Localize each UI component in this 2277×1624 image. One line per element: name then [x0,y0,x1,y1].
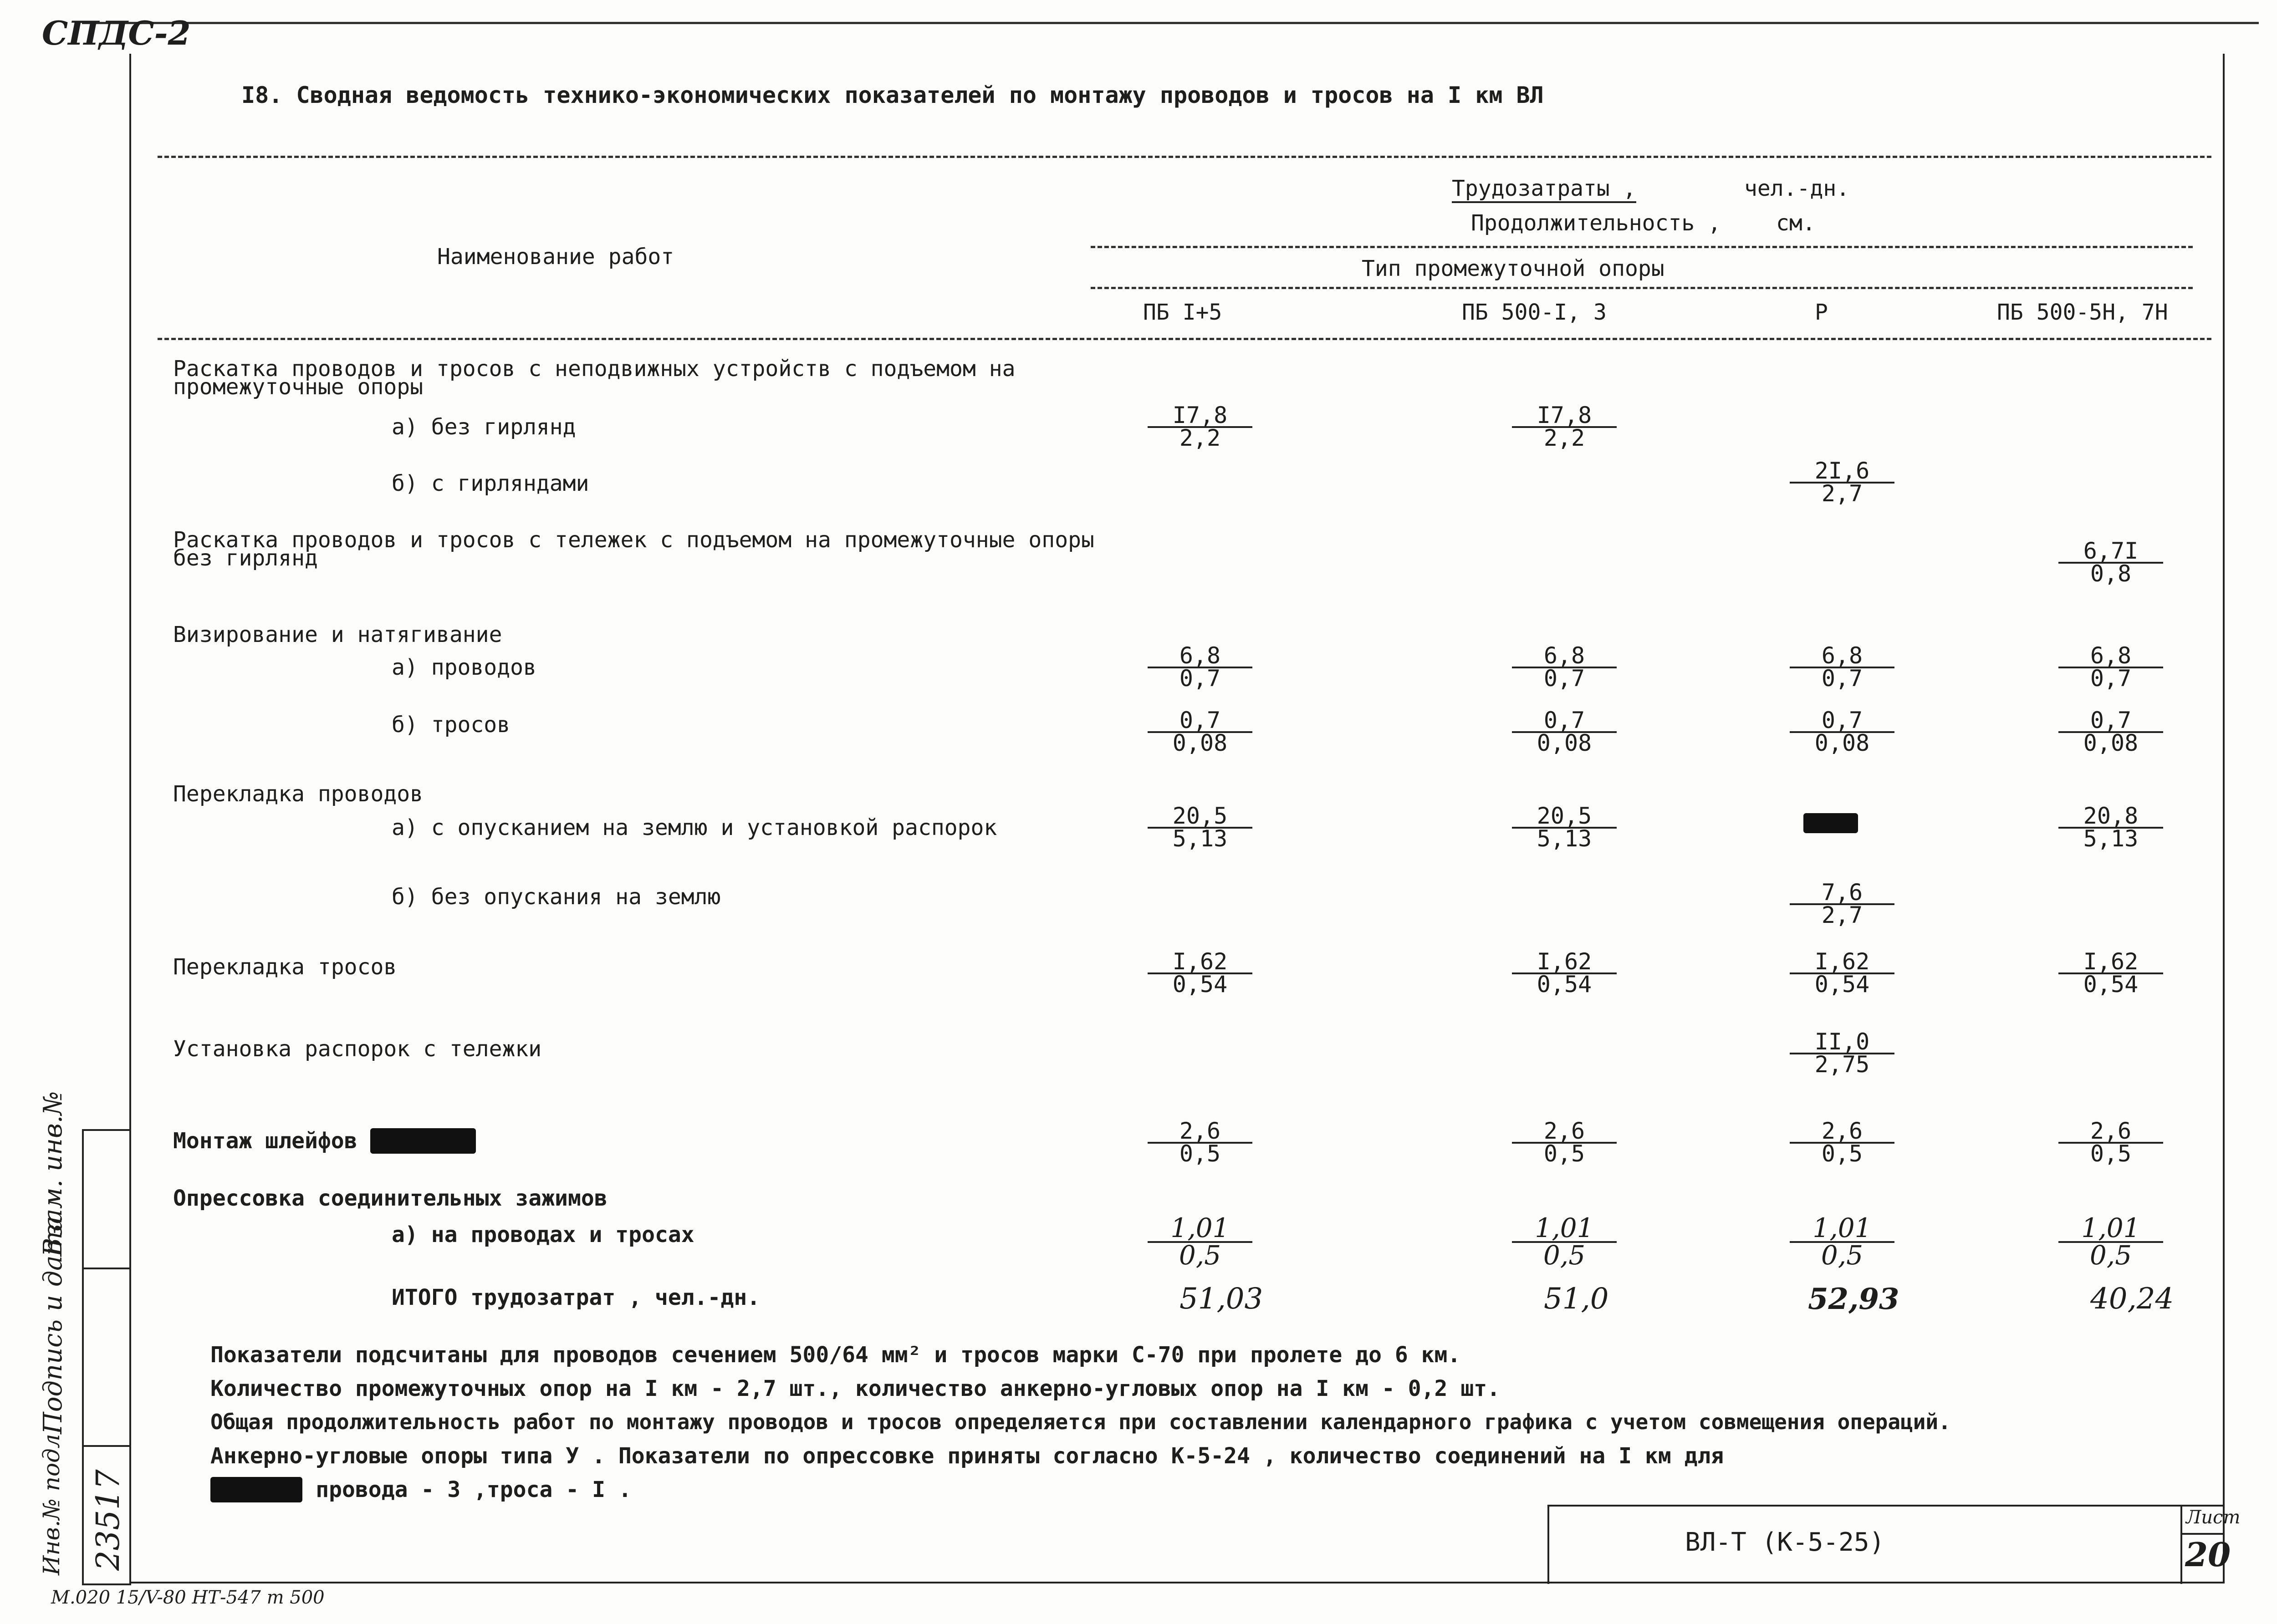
support-type-header: Тип промежуточной опоры [1362,256,1664,281]
header-rule-top [158,156,2211,158]
value-cell: $\frac{20,5}{5,13}$ [1148,806,1252,849]
row-label-with-garlands: б) с гирляндами [392,471,589,496]
value-cell: $\frac{I,62}{0,54}$ [1148,952,1252,994]
total-value: 51,0 [1544,1282,1609,1316]
value-cell: $\frac{II,0}{2,75}$ [1790,1032,1894,1074]
redacted-mark: XXXXXX [370,1128,476,1154]
redacted-value-mark [1803,813,1858,833]
note-line-text: провода - 3 ,троса - I . [316,1477,632,1502]
value-cell: $\frac{I,62}{0,54}$ [1790,952,1894,994]
note-line: Анкерно-угловые опоры типа У . Показатели по опрессовке приняты согласно К-5-24 , количество соединений на I км для [210,1443,1724,1469]
note-line: Показатели подсчитаны для проводов сечением 500/64 мм² и тросов марки С-70 при пролете до 6 км. [210,1342,1461,1368]
value-cell: $\frac{2I,6}{2,7}$ [1790,461,1894,504]
column-header-r: Р [1815,300,1828,325]
value-cell: $\frac{1,01}{0,5}$ [2058,1216,2163,1268]
row-label-relaying-cables: Перекладка тросов [173,954,397,980]
value-cell: $\frac{0,7}{0,08}$ [2058,710,2163,753]
works-name-header: Наименование работ [437,244,674,270]
value-cell: $\frac{7,6}{2,7}$ [1790,882,1894,925]
value-cell: $\frac{2,6}{0,5}$ [2058,1121,2163,1164]
sheet-number: 20 [2185,1535,2231,1574]
value-cell: $\frac{2,6}{0,5}$ [1148,1121,1252,1164]
labor-header: Трудозатраты , [1452,176,1636,203]
row-label-relaying-wires: Перекладка проводов [173,781,424,807]
column-header-pb500-5n7n: ПБ 500-5Н, 7Н [1997,300,2168,325]
value-cell: $\frac{1,01}{0,5}$ [1512,1216,1617,1268]
value-cell: $\frac{0,7}{0,08}$ [1512,710,1617,753]
row-label-no-lowering: б) без опускания на землю [392,884,721,910]
side-inv-number: 23517 [89,1469,127,1571]
value-cell: $\frac{20,8}{5,13}$ [2058,806,2163,849]
bottom-print-note: М.020 15/V-80 НТ-547 т 500 [51,1587,325,1608]
value-cell: $\frac{6,8}{0,7}$ [1790,646,1894,688]
row-label-lowering: а) с опусканием на землю и установкой распорок [392,815,997,840]
side-sign-date: Подпись и дата [38,1216,68,1434]
total-value: 40,24 [2090,1282,2174,1316]
total-label: ИТОГО трудозатрат , чел.-дн. [392,1285,761,1310]
value-cell: $\frac{0,7}{0,08}$ [1148,710,1252,753]
row-label-sighting: Визирование и натягивание [173,622,502,647]
row-label-no-garlands: а) без гирлянд [392,414,576,440]
value-cell: $\frac{6,7I}{0,8}$ [2058,541,2163,584]
column-header-pb15: ПБ I+5 [1143,300,1222,325]
row-label-text: Раскатка проводов и тросов с неподвижных устройств с подъемом на промежуточные опоры [173,356,1016,400]
value-cell: $\frac{1,01}{0,5}$ [1148,1216,1252,1268]
header-rule-types [1091,287,2193,289]
value-cell: $\frac{6,8}{0,7}$ [1148,646,1252,688]
row-label-cables: б) тросов [392,712,511,738]
duration-unit: см. [1776,210,1816,236]
column-header-pb500-13: ПБ 500-I, 3 [1462,300,1607,325]
duration-header: Продолжительность , [1471,210,1721,236]
row-label-spacers: Установка распорок с тележки [173,1036,542,1062]
note-line: Общая продолжительность работ по монтажу проводов и тросов определяется при составлении календарного графика с учетом совмещения операций. [210,1410,1951,1434]
page-title: I8. Сводная ведомость технико-экономических показателей по монтажу проводов и тросов на I км ВЛ [241,82,1544,108]
value-cell: $\frac{0,7}{0,08}$ [1790,710,1894,753]
total-value: 52,93 [1808,1282,1899,1316]
row-label-wires: а) проводов [392,655,536,680]
header-rule-bottom [158,338,2211,340]
note-line [210,1477,632,1502]
total-value: 51,03 [1179,1282,1263,1316]
side-inv-replace: Взам. инв.№ [38,1091,68,1257]
row-label-loops [173,1128,476,1154]
value-cell: $\frac{6,8}{0,7}$ [2058,646,2163,688]
value-cell: $\frac{I,62}{0,54}$ [2058,952,2163,994]
header-rule-mid [1091,246,2193,248]
row-label-rolling-carts [173,527,1120,571]
row-label-text: Раскатка проводов и тросов с тележек с подъемом на промежуточные опоры без гирлянд [173,527,1094,571]
labor-unit: чел.-дн. [1744,176,1850,201]
side-inv: Инв.№ подл. [38,1426,65,1575]
value-cell: $\frac{I,62}{0,54}$ [1512,952,1617,994]
value-cell: $\frac{I7,8}{2,2}$ [1148,405,1252,448]
row-label-pressing: Опрессовка соединительных зажимов [173,1186,608,1211]
corner-stamp: СПДС-2 [42,14,191,52]
redacted-mark: XXXXXXX [210,1477,303,1502]
note-line: Количество промежуточных опор на I км - 2,7 шт., количество анкерно-угловых опор на I км - 0,2 шт. [210,1376,1501,1401]
document-code: ВЛ-Т (К-5-25) [1685,1527,1885,1557]
value-cell: $\frac{2,6}{0,5}$ [1790,1121,1894,1164]
value-cell: $\frac{2,6}{0,5}$ [1512,1121,1617,1164]
sheet-label: Лист [2186,1507,2241,1528]
value-cell: $\frac{I7,8}{2,2}$ [1512,405,1617,448]
value-cell: $\frac{6,8}{0,7}$ [1512,646,1617,688]
top-rule [82,22,2259,24]
value-cell: $\frac{1,01}{0,5}$ [1790,1216,1894,1268]
row-label-rolling-fixed [173,356,1075,400]
row-label-on-wires-cables: а) на проводах и тросах [392,1222,694,1247]
row-label-text: Монтаж шлейфов [173,1128,357,1154]
value-cell: $\frac{20,5}{5,13}$ [1512,806,1617,849]
